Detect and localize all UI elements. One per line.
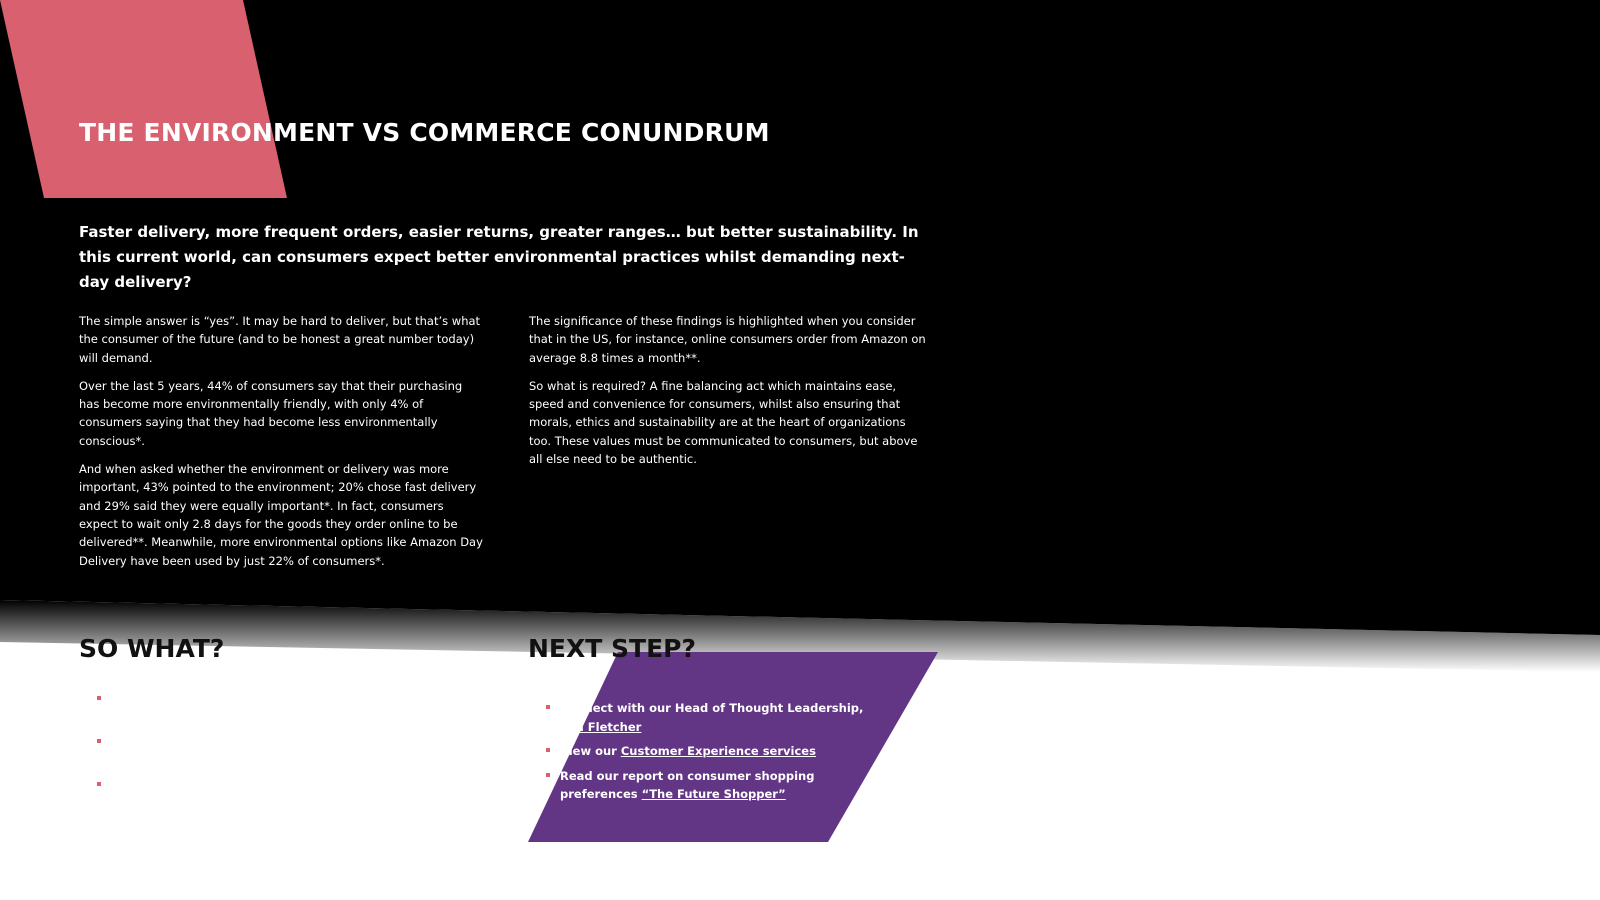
so-what-item: [97, 690, 457, 720]
next-step-item-text: Read our report on consumer shopping preferences: [560, 768, 815, 801]
tim-fletcher-link[interactable]: Tim Fletcher: [560, 719, 642, 734]
customer-experience-link[interactable]: Customer Experience services: [620, 744, 816, 758]
bullet-icon: [97, 782, 101, 786]
right-column: [529, 312, 929, 478]
left-paragraph: The simple answer is “yes”. It may be hard to deliver, but that’s what the consumer of the future (and to be honest a great number today) will demand.: [79, 314, 481, 365]
left-paragraph: And when asked whether the environment or delivery was more important, 43% pointed to the environment; 20% chose fast delivery and 29% said they were equally important*. In fact, consumers expect to wait only 2.8 days for the goods they order online to be delivered**. Meanwhile, more environmental options like Amazon Day Delivery have been used by just 22% of consumers*.: [79, 462, 483, 568]
bullet-icon: [97, 739, 101, 743]
so-what-item: [97, 733, 457, 763]
right-paragraph: The significance of these findings is highlighted when you consider that in the US, for instance, online consumers order from Amazon on average 8.8 times a month**.: [529, 314, 926, 365]
next-step-item: [548, 742, 878, 761]
bullet-icon: [97, 696, 101, 700]
bullet-icon: [546, 748, 550, 752]
so-what-list: [97, 690, 457, 819]
next-step-item-text: Connect with our Head of Thought Leadership,: [560, 701, 864, 715]
next-step-item: [548, 699, 878, 736]
so-what-heading: SO WHAT?: [79, 634, 225, 663]
right-paragraph: So what is required? A fine balancing act which maintains ease, speed and convenience for consumers, whilst also ensuring that morals, ethics and sustainability are at the heart of organizations too. These values must be communicated to consumers, but above all else need to be authentic.: [529, 378, 918, 467]
bullet-icon: [546, 705, 550, 709]
page-title: THE ENVIRONMENT VS COMMERCE CONUNDRUM: [79, 118, 770, 147]
next-step-list: [548, 699, 878, 810]
next-step-heading: NEXT STEP?: [528, 634, 696, 663]
intro-text: Faster delivery, more frequent orders, easier returns, greater ranges… but better sustainability. In this current world, can consumers expect better environmental practices whilst demanding next-day delivery?: [79, 223, 919, 291]
next-step-item: [548, 767, 878, 804]
bullet-icon: [546, 773, 550, 777]
so-what-item: [97, 776, 457, 806]
next-step-item-text: View our: [560, 744, 617, 758]
pink-parallelogram: [0, 0, 287, 198]
future-shopper-link[interactable]: “The Future Shopper”: [641, 787, 786, 801]
left-paragraph: Over the last 5 years, 44% of consumers say that their purchasing has become more environmentally friendly, with only 4% of consumers saying that they had become less environmentally conscious*.: [79, 378, 463, 448]
left-column: [79, 312, 484, 580]
